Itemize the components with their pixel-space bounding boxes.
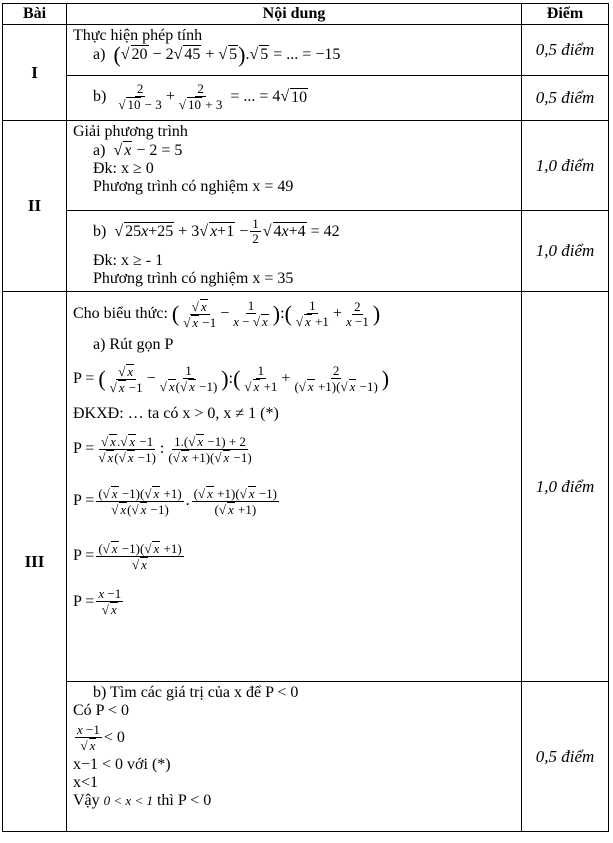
math-line: P = $\frac{√ x.√ x -1}{√ x(√ x -1)}$ : $\frac{1.(√ x -1) + 2}{(√ x +1)(√ x -1)}$ bbox=[73, 433, 252, 465]
line: ĐKXĐ: … ta có x > 0, x ≠ 1 (*) bbox=[73, 405, 279, 422]
row-1b bbox=[3, 76, 609, 121]
math-line: b) $\frac{2}{√ 10 - 3}$ + $\frac{2}{√ 10 + 3}$ = ... = 4√ 10 bbox=[93, 81, 308, 112]
row-2a bbox=[3, 121, 609, 211]
diem-3a: 1,0 điểm bbox=[522, 292, 609, 682]
diem-2a: 1,0 điểm bbox=[522, 121, 609, 211]
line: Đk: x ≥ - 1 bbox=[93, 252, 164, 269]
row-3b bbox=[3, 682, 609, 832]
line: Đk: x ≥ 0 bbox=[93, 160, 154, 177]
math-line: P = $\frac{(√ x -1)(√ x +1)}{√ x}$ bbox=[73, 540, 182, 572]
content-3a bbox=[67, 292, 522, 682]
line: b) Tìm các giá trị của x để P < 0 bbox=[93, 684, 299, 701]
line: Thực hiện phép tính bbox=[73, 27, 203, 44]
math-line: a) √ x − 2 = 5 bbox=[93, 141, 183, 159]
math-line: P = ( $\frac{√ x}{√ x -1}$ − $\frac{1}{√ x(√ x -1)}$ ) : ( $\frac{1}{√ x +1}$ + $\frac{2}{(√ x +1)(√ x -1)}$ ) bbox=[73, 363, 390, 395]
grading-table bbox=[2, 3, 609, 832]
math-line: P = $\frac{x -1}{√ x}$ bbox=[73, 586, 122, 617]
line: a) Rút gọn P bbox=[93, 336, 174, 353]
header-row bbox=[3, 4, 609, 25]
math-line: a) ( √ 20 − 2 √ 45 + √ 5 ) . √ 5 = ... = −15 bbox=[73, 45, 521, 64]
diem-2b: 1,0 điểm bbox=[522, 211, 609, 292]
line: x−1 < 0 với (*) bbox=[73, 756, 171, 773]
bai-II: II bbox=[3, 121, 67, 292]
content-2b bbox=[67, 211, 522, 292]
content-1b bbox=[67, 76, 522, 121]
content-3b bbox=[67, 682, 522, 832]
line: Phương trình có nghiệm x = 35 bbox=[93, 270, 294, 287]
math-line: b) √ 25x+25 + 3√ x+1 − $\frac{1}{2}$ √ 4x+4 = 42 bbox=[93, 216, 340, 246]
line: Phương trình có nghiệm x = 49 bbox=[93, 178, 294, 195]
math-line: P = $\frac{(√ x -1)(√ x +1)}{√ x(√ x -1)}$ . $\frac{(√ x +1)(√ x -1)}{(√ x +1)}$ bbox=[73, 485, 277, 517]
math-line: Vậy 0 < x < 1 thì P < 0 bbox=[73, 792, 212, 809]
header-diem: Điểm bbox=[522, 4, 609, 25]
bai-I: I bbox=[3, 25, 67, 121]
diem-1a: 0,5 điểm bbox=[522, 25, 609, 76]
line: x<1 bbox=[73, 774, 99, 791]
content-1a bbox=[67, 25, 522, 76]
diem-3b: 0,5 điểm bbox=[522, 682, 609, 832]
header-noi-dung: Nội dung bbox=[67, 4, 522, 25]
math-line: Cho biểu thức: ( $\frac{√ x}{√ x -1}$ − $\frac{1}{x - √ x}$ ) : ( $\frac{1}{√ x +1}$ + $\frac{2}{x -1}$ ) bbox=[73, 298, 381, 330]
math-line: $\frac{x -1}{√ x}$ < 0 bbox=[77, 722, 125, 753]
line: Giải phương trình bbox=[73, 123, 188, 140]
row-2b bbox=[3, 211, 609, 292]
bai-III: III bbox=[3, 292, 67, 832]
row-3a bbox=[3, 292, 609, 682]
content-2a bbox=[67, 121, 522, 211]
line: Có P < 0 bbox=[73, 702, 129, 719]
diem-1b: 0,5 điểm bbox=[522, 76, 609, 121]
header-bai: Bài bbox=[3, 4, 67, 25]
row-1a bbox=[3, 25, 609, 76]
